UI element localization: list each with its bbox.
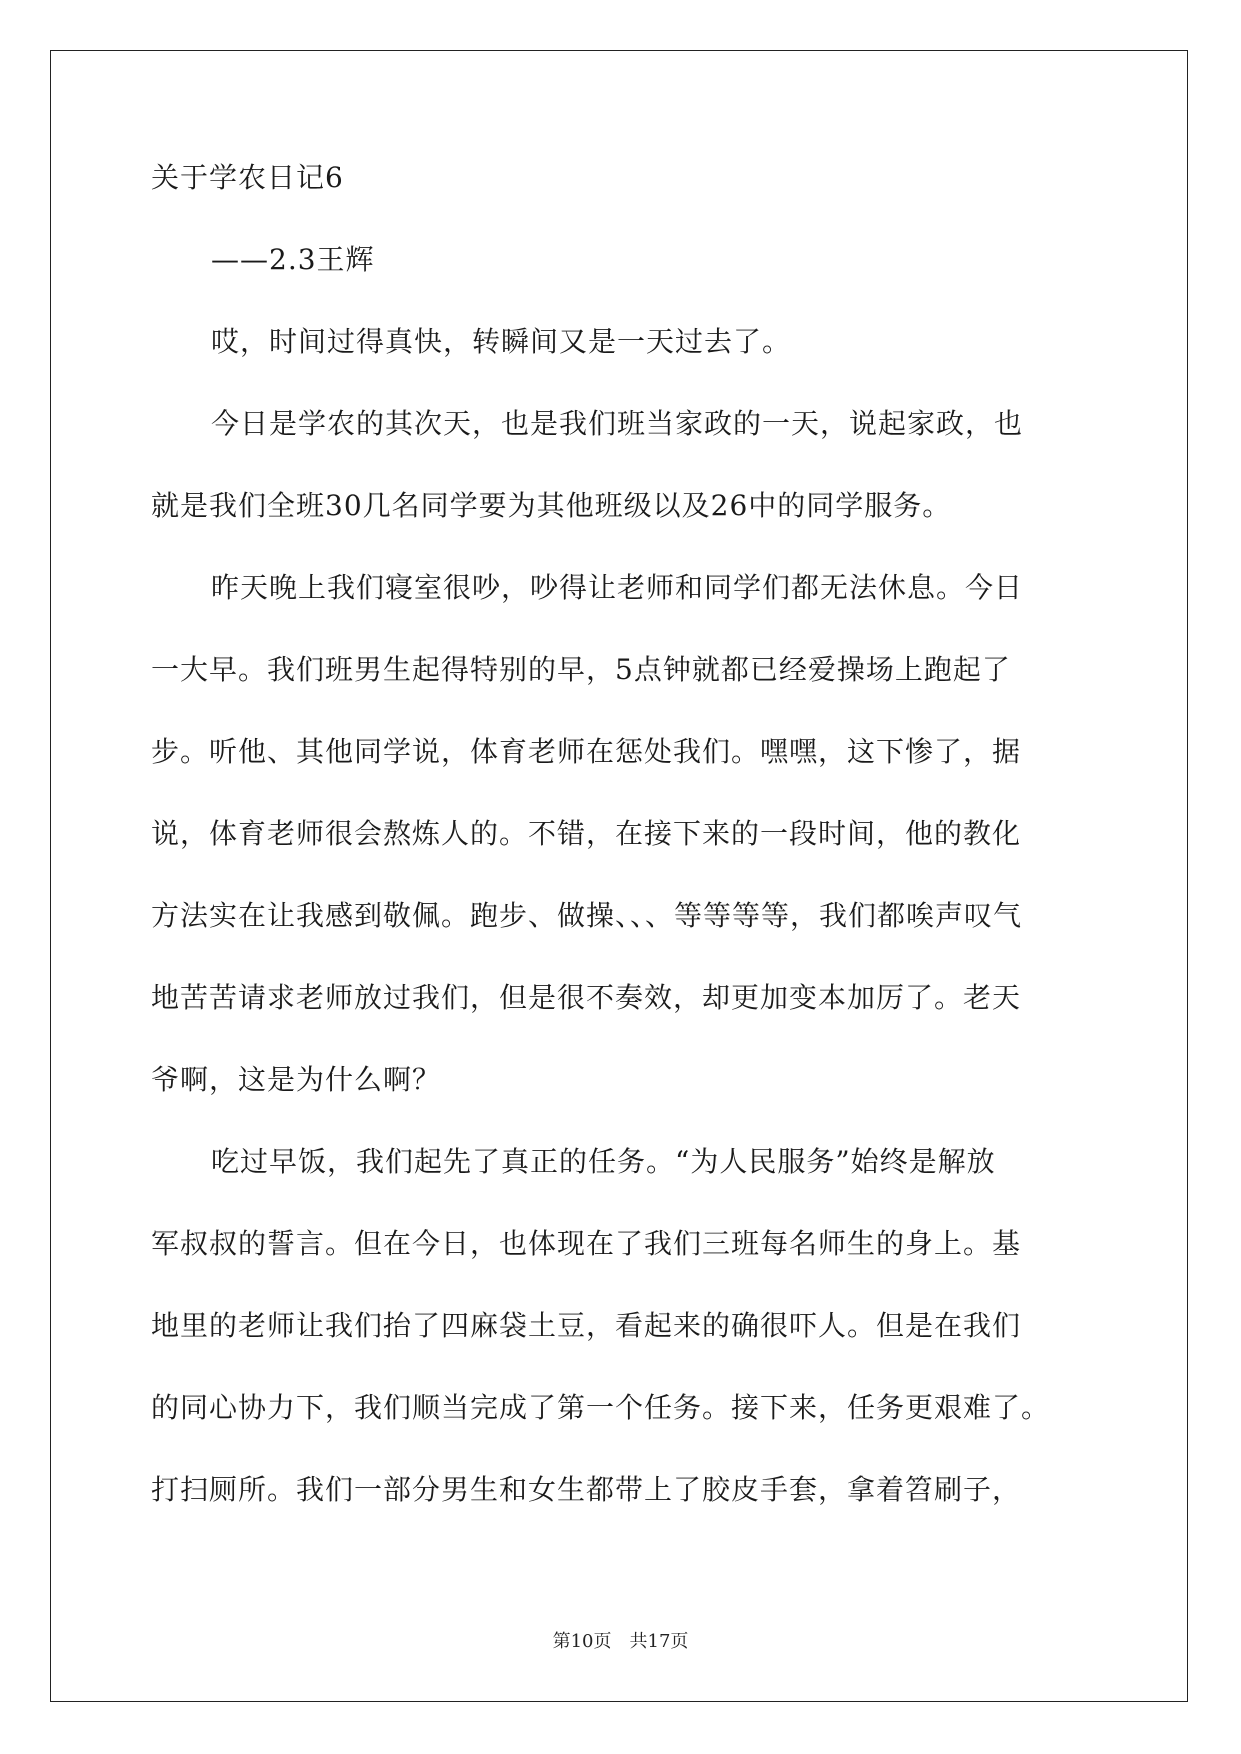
text-line: 哎，时间过得真快，转瞬间又是一天过去了。 [211,325,792,358]
text-line: 军叔叔的誓言。但在今日，也体现在了我们三班每名师生的身上。基 [151,1227,1022,1260]
page-total: 共17页 [629,1631,689,1652]
body-lines [151,324,1091,1554]
page-footer [0,1630,1241,1654]
document-title: 关于学农日记6 [151,161,344,194]
text-line: 地苦苦请求老师放过我们，但是很不奏效，却更加变本加厉了。老天 [151,981,1022,1014]
text-line: 方法实在让我感到敬佩。跑步、做操、、、等等等等，我们都唉声叹气 [151,899,1023,932]
text-line: 就是我们全班30几名同学要为其他班级以及26中的同学服务。 [151,489,952,522]
text-line: 步。听他、其他同学说，体育老师在惩处我们。嘿嘿，这下惨了，据 [151,735,1022,768]
text-line: 一大早。我们班男生起得特别的早，5点钟就都已经爱操场上跑起了 [151,653,1011,686]
text-line: 爷啊，这是为什么啊？ [151,1063,442,1096]
text-line: 吃过早饭，我们起先了真正的任务。“为人民服务”始终是解放 [211,1145,996,1178]
text-line: 地里的老师让我们抬了四麻袋土豆，看起来的确很吓人。但是在我们 [151,1309,1022,1342]
text-line: 打扫厕所。我们一部分男生和女生都带上了胶皮手套，拿着笤刷子， [151,1473,1022,1506]
author-line: ——2.3王辉 [211,243,375,276]
text-line: 的同心协力下，我们顺当完成了第一个任务。接下来，任务更艰难了。 [151,1391,1051,1424]
document-body [151,160,1091,1554]
page-number: 第10页 [552,1631,612,1652]
text-line: 今日是学农的其次天，也是我们班当家政的一天，说起家政，也 [211,407,1024,440]
text-line: 昨天晚上我们寝室很吵，吵得让老师和同学们都无法休息。今日 [211,571,1024,604]
text-line: 说，体育老师很会熬炼人的。不错，在接下来的一段时间，他的教化 [151,817,1022,850]
